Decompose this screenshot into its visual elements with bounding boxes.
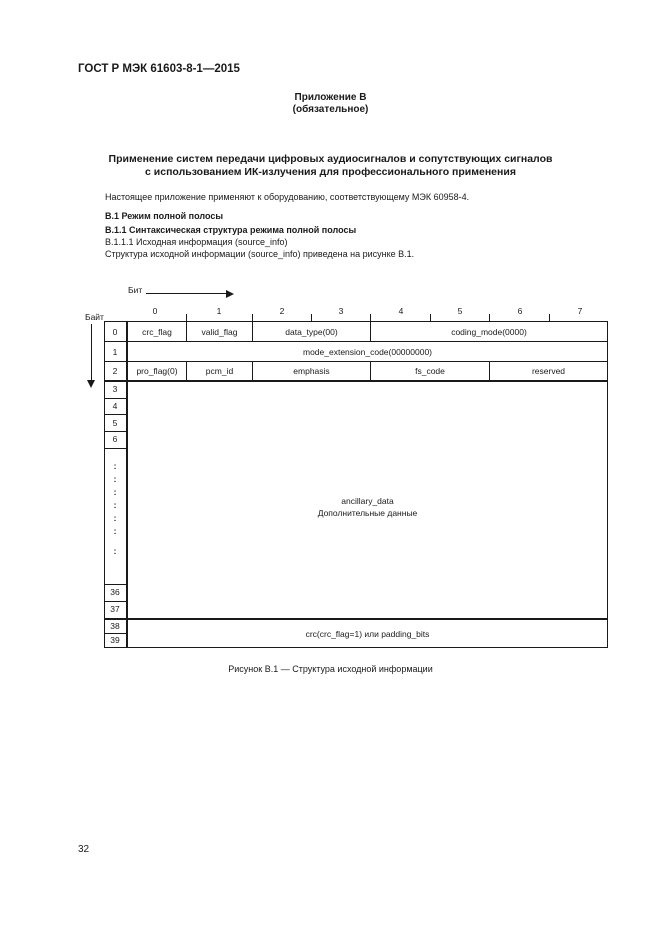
continuation-dot: : <box>113 474 117 484</box>
field-reserved: reserved <box>531 366 566 376</box>
bit-arrow-head-icon <box>226 290 234 298</box>
byte-arrow-head-icon <box>87 380 95 388</box>
document-title <box>0 153 661 179</box>
byte-number-37: 37 <box>110 604 120 614</box>
byte-number-0: 0 <box>112 326 118 337</box>
subsubsection-heading: В.1.1.1 Исходная информация (source_info) <box>105 237 288 247</box>
field-crc-flag: crc_flag <box>142 326 172 337</box>
continuation-dot: : <box>113 546 117 556</box>
field-emphasis: emphasis <box>293 366 330 376</box>
byte-arrow-line <box>91 324 92 382</box>
continuation-dot: : <box>113 461 117 471</box>
bit-tick <box>186 314 187 321</box>
byte-number-4: 4 <box>112 401 118 411</box>
continuation-dot: : <box>113 526 117 536</box>
table-bottom-border <box>104 647 608 648</box>
continuation-dot: : <box>113 487 117 497</box>
bit-arrow-line <box>146 293 230 294</box>
figure-reference-paragraph: Структура исходной информации (source_info) приведена на рисунке В.1. <box>105 249 415 259</box>
bit-tick <box>489 314 490 321</box>
bit-number-3: 3 <box>338 306 344 316</box>
byte-row-line <box>104 431 126 432</box>
field-coding-mode: coding_mode(0000) <box>451 326 527 337</box>
field-pcm-id: pcm_id <box>205 366 234 376</box>
standard-number: ГОСТ Р МЭК 61603-8-1—2015 <box>78 63 240 75</box>
field-data-type: data_type(00) <box>285 326 338 337</box>
field-mode-extension-code: mode_extension_code(00000000) <box>302 346 432 357</box>
continuation-dot: : <box>113 500 117 510</box>
bit-tick <box>549 314 550 321</box>
row-line <box>104 380 608 382</box>
byte-number-6: 6 <box>112 434 118 444</box>
document-title-line1: Применение систем передачи цифровых аудиосигналов и сопутствующих сигналов <box>108 153 553 165</box>
bit-number-5: 5 <box>457 306 463 316</box>
annex-status: (обязательное) <box>292 104 369 115</box>
bit-number-6: 6 <box>517 306 523 316</box>
ancillary-data-label-ru: Дополнительные данные <box>317 507 418 518</box>
continuation-dot: : <box>113 513 117 523</box>
bit-tick <box>370 314 371 321</box>
byte-number-3: 3 <box>112 384 118 394</box>
bit-tick <box>252 314 253 321</box>
bit-number-2: 2 <box>279 306 285 316</box>
byte-row-line <box>104 414 126 415</box>
page-number: 32 <box>78 844 90 855</box>
byte-number-2: 2 <box>112 366 118 376</box>
ancillary-data-label: ancillary_data <box>341 495 394 506</box>
subsection-heading: В.1.1 Синтаксическая структура режима полной полосы <box>105 225 357 235</box>
bit-axis-label: Бит <box>128 285 143 295</box>
byte-number-36: 36 <box>110 587 120 597</box>
byte-row-line <box>104 601 126 602</box>
section-heading: В.1 Режим полной полосы <box>105 211 224 221</box>
intro-paragraph: Настоящее приложение применяют к оборудованию, соответствующему МЭК 60958-4. <box>105 192 470 202</box>
byte-number-39: 39 <box>110 635 120 645</box>
byte-number-38: 38 <box>110 621 120 631</box>
bit-tick <box>311 314 312 321</box>
byte-number-1: 1 <box>112 346 118 357</box>
byte-row-line <box>104 448 126 449</box>
annex-title: Приложение В <box>294 92 367 103</box>
bit-tick <box>430 314 431 321</box>
byte-row-line <box>104 584 126 585</box>
byte-number-5: 5 <box>112 418 118 428</box>
field-valid-flag: valid_flag <box>201 326 238 337</box>
document-title-line2: с использованием ИК-излучения для профессионального применения <box>145 166 516 178</box>
field-crc-or-padding: crc(crc_flag=1) или padding_bits <box>305 628 430 639</box>
table-right-border <box>607 321 608 647</box>
field-fs-code: fs_code <box>415 366 445 376</box>
bit-number-7: 7 <box>577 306 583 316</box>
bit-number-4: 4 <box>398 306 404 316</box>
byte-axis-label: Байт <box>85 312 104 322</box>
figure-caption: Рисунок В.1 — Структура исходной информации <box>228 664 433 674</box>
byte-row-line <box>104 633 126 634</box>
bit-number-0: 0 <box>152 306 158 316</box>
field-pro-flag: pro_flag(0) <box>136 366 178 376</box>
byte-row-line <box>104 398 126 399</box>
bit-number-1: 1 <box>216 306 222 316</box>
